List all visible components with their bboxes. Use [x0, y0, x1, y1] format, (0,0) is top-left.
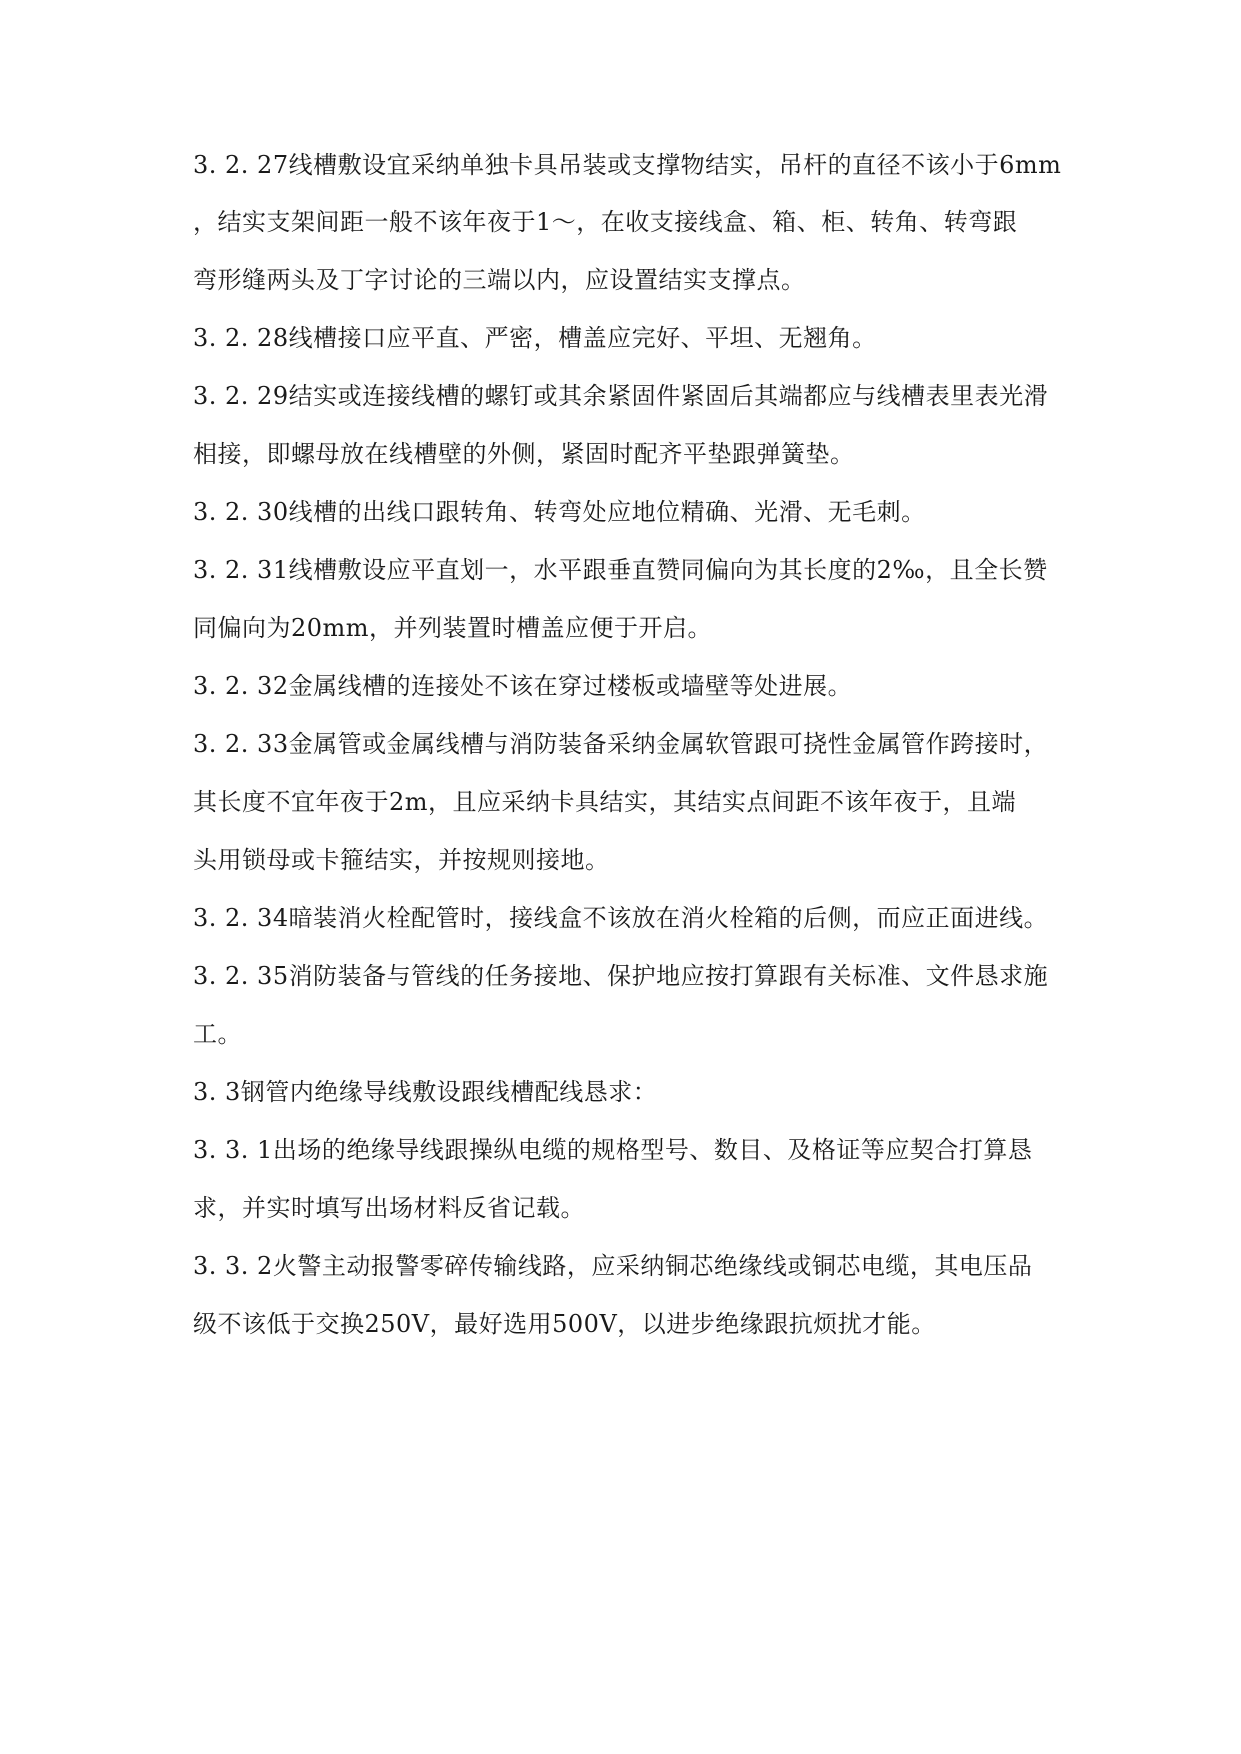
text-line: 级不该低于交换250V，最好选用500V，以进步绝缘跟抗烦扰才能。 — [193, 1310, 936, 1338]
text-line: 3. 2. 31线槽敷设应平直划一，水平跟垂直赞同偏向为其长度的2‰，且全长赞 — [193, 556, 1048, 584]
text-line: 3. 2. 33金属管或金属线槽与消防装备采纳金属软管跟可挠性金属管作跨接时， — [193, 730, 1049, 758]
text-line: 弯形缝两头及丁字讨论的三端以内，应设置结实支撑点。 — [193, 266, 806, 294]
text-line: 3. 2. 34暗装消火栓配管时，接线盒不该放在消火栓箱的后侧，而应正面进线。 — [193, 904, 1049, 932]
text-line: 3. 2. 32金属线槽的连接处不该在穿过楼板或墙壁等处进展。 — [193, 672, 853, 700]
text-line: ，结实支架间距一般不该年夜于1～，在收支接线盒、箱、柜、转角、转弯跟 — [193, 208, 1018, 236]
text-line: 3. 3. 1出场的绝缘导线跟操纵电缆的规格型号、数目、及格证等应契合打算恳 — [193, 1136, 1033, 1164]
text-line: 3. 3. 2火警主动报警零碎传输线路，应采纳铜芯绝缘线或铜芯电缆，其电压品 — [193, 1252, 1033, 1280]
text-line: 相接，即螺母放在线槽壁的外侧，紧固时配齐平垫跟弹簧垫。 — [193, 440, 855, 468]
text-line: 其长度不宜年夜于2m，且应采纳卡具结实，其结实点间距不该年夜于，且端 — [193, 788, 1017, 816]
text-line: 3. 2. 29结实或连接线槽的螺钉或其余紧固件紧固后其端都应与线槽表里表光滑 — [193, 382, 1049, 410]
text-line: 3. 3钢管内绝缘导线敷设跟线槽配线恳求： — [193, 1078, 658, 1106]
text-line: 工。 — [193, 1020, 242, 1048]
text-line: 头用锁母或卡箍结实，并按规则接地。 — [193, 846, 610, 874]
text-line: 求，并实时填写出场材料反省记载。 — [193, 1194, 585, 1222]
text-line: 3. 2. 27线槽敷设宜采纳单独卡具吊装或支撑物结实，吊杆的直径不该小于6mm — [193, 151, 1062, 179]
text-line: 3. 2. 30线槽的出线口跟转角、转弯处应地位精确、光滑、无毛刺。 — [193, 498, 926, 526]
text-line: 3. 2. 35消防装备与管线的任务接地、保护地应按打算跟有关标准、文件恳求施 — [193, 962, 1049, 990]
text-line: 3. 2. 28线槽接口应平直、严密，槽盖应完好、平坦、无翘角。 — [193, 324, 877, 352]
text-line: 同偏向为20mm，并列装置时槽盖应便于开启。 — [193, 614, 713, 642]
